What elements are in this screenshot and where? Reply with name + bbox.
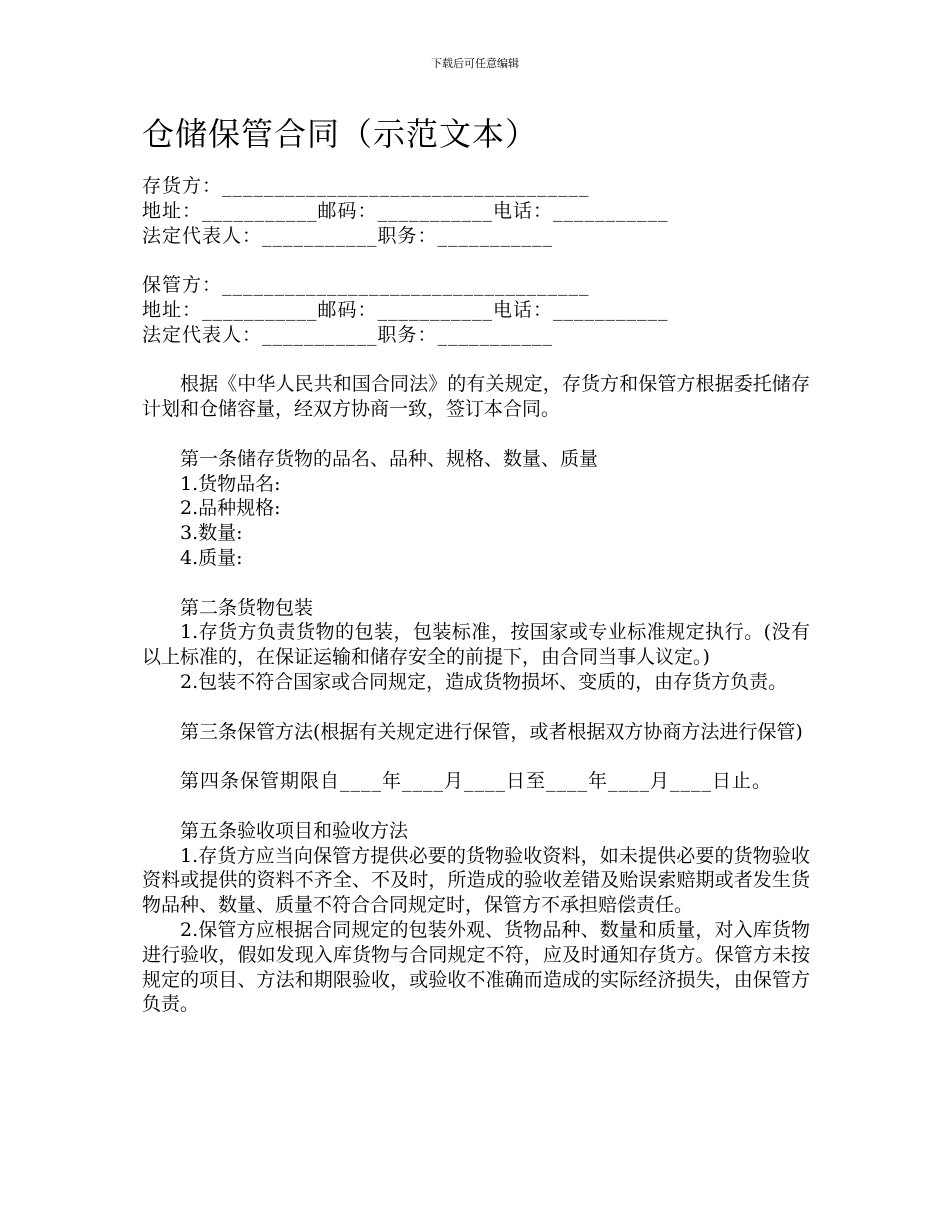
article-1-item-quantity: 3.数量: — [180, 522, 243, 545]
article-1-item-spec: 2.品种规格: — [180, 497, 281, 520]
article-1-heading: 第一条储存货物的品名、品种、规格、数量、质量 — [180, 447, 599, 470]
article-2-paragraph-2: 2.包装不符合国家或合同规定，造成货物损坏、变质的，由存货方负责。 — [180, 670, 788, 693]
custodian-party-line: 保管方：___________________________________ — [142, 274, 590, 297]
spacer — [142, 794, 810, 819]
spacer — [142, 571, 810, 596]
article-5-paragraph-2: 2.保管方应根据合同规定的包装外观、货物品种、数量和质量，对入库货物进行验收，假如发现入库货物与合同规定不符，应及时通知存货方。保管方未按规定的项目、方法和期限验收，或验收不准确而造成的实际经济损失，由保管方负责。 — [142, 918, 810, 1016]
article-2-heading: 第二条货物包装 — [180, 596, 314, 619]
custodian-representative-line: 法定代表人：___________职务：___________ — [142, 323, 554, 346]
article-4-line: 第四条保管期限自____年____月____日至____年____月____日止。 — [180, 770, 773, 793]
page-header-note: 下载后可任意编辑 — [431, 57, 519, 70]
spacer — [142, 422, 810, 447]
custodian-address-line: 地址：___________邮码：___________电话：___________ — [142, 298, 669, 321]
article-1-item-name: 1.货物品名: — [180, 472, 281, 495]
spacer — [142, 248, 810, 273]
depositor-address-line: 地址：___________邮码：___________电话：___________ — [142, 199, 669, 222]
article-2-paragraph-1: 1.存货方负责货物的包装，包装标准，按国家或专业标准规定执行。(没有以上标准的，在保证运输和储存安全的前提下，由合同当事人议定。) — [142, 621, 810, 669]
contract-document — [142, 112, 810, 1017]
article-5-heading: 第五条验收项目和验收方法 — [180, 819, 409, 842]
spacer — [142, 744, 810, 769]
article-3-paragraph: 第三条保管方法(根据有关规定进行保管，或者根据双方协商方法进行保管) — [180, 720, 803, 743]
article-5-paragraph-1: 1.存货方应当向保管方提供必要的货物验收资料，如未提供必要的货物验收资料或提供的资料不齐全、不及时，所造成的验收差错及贻误索赔期或者发生货物品种、数量、质量不符合合同规定时，保管方不承担赔偿责任。 — [142, 844, 810, 917]
preamble-paragraph: 根据《中华人民共和国合同法》的有关规定，存货方和保管方根据委托储存计划和仓储容量，经双方协商一致，签订本合同。 — [142, 373, 810, 421]
depositor-representative-line: 法定代表人：___________职务：___________ — [142, 224, 554, 247]
document-title: 仓储保管合同（示范文本） — [142, 115, 539, 153]
spacer — [142, 695, 810, 720]
article-1-item-quality: 4.质量: — [180, 546, 243, 569]
depositor-party-line: 存货方：___________________________________ — [142, 175, 590, 197]
spacer — [142, 348, 810, 373]
